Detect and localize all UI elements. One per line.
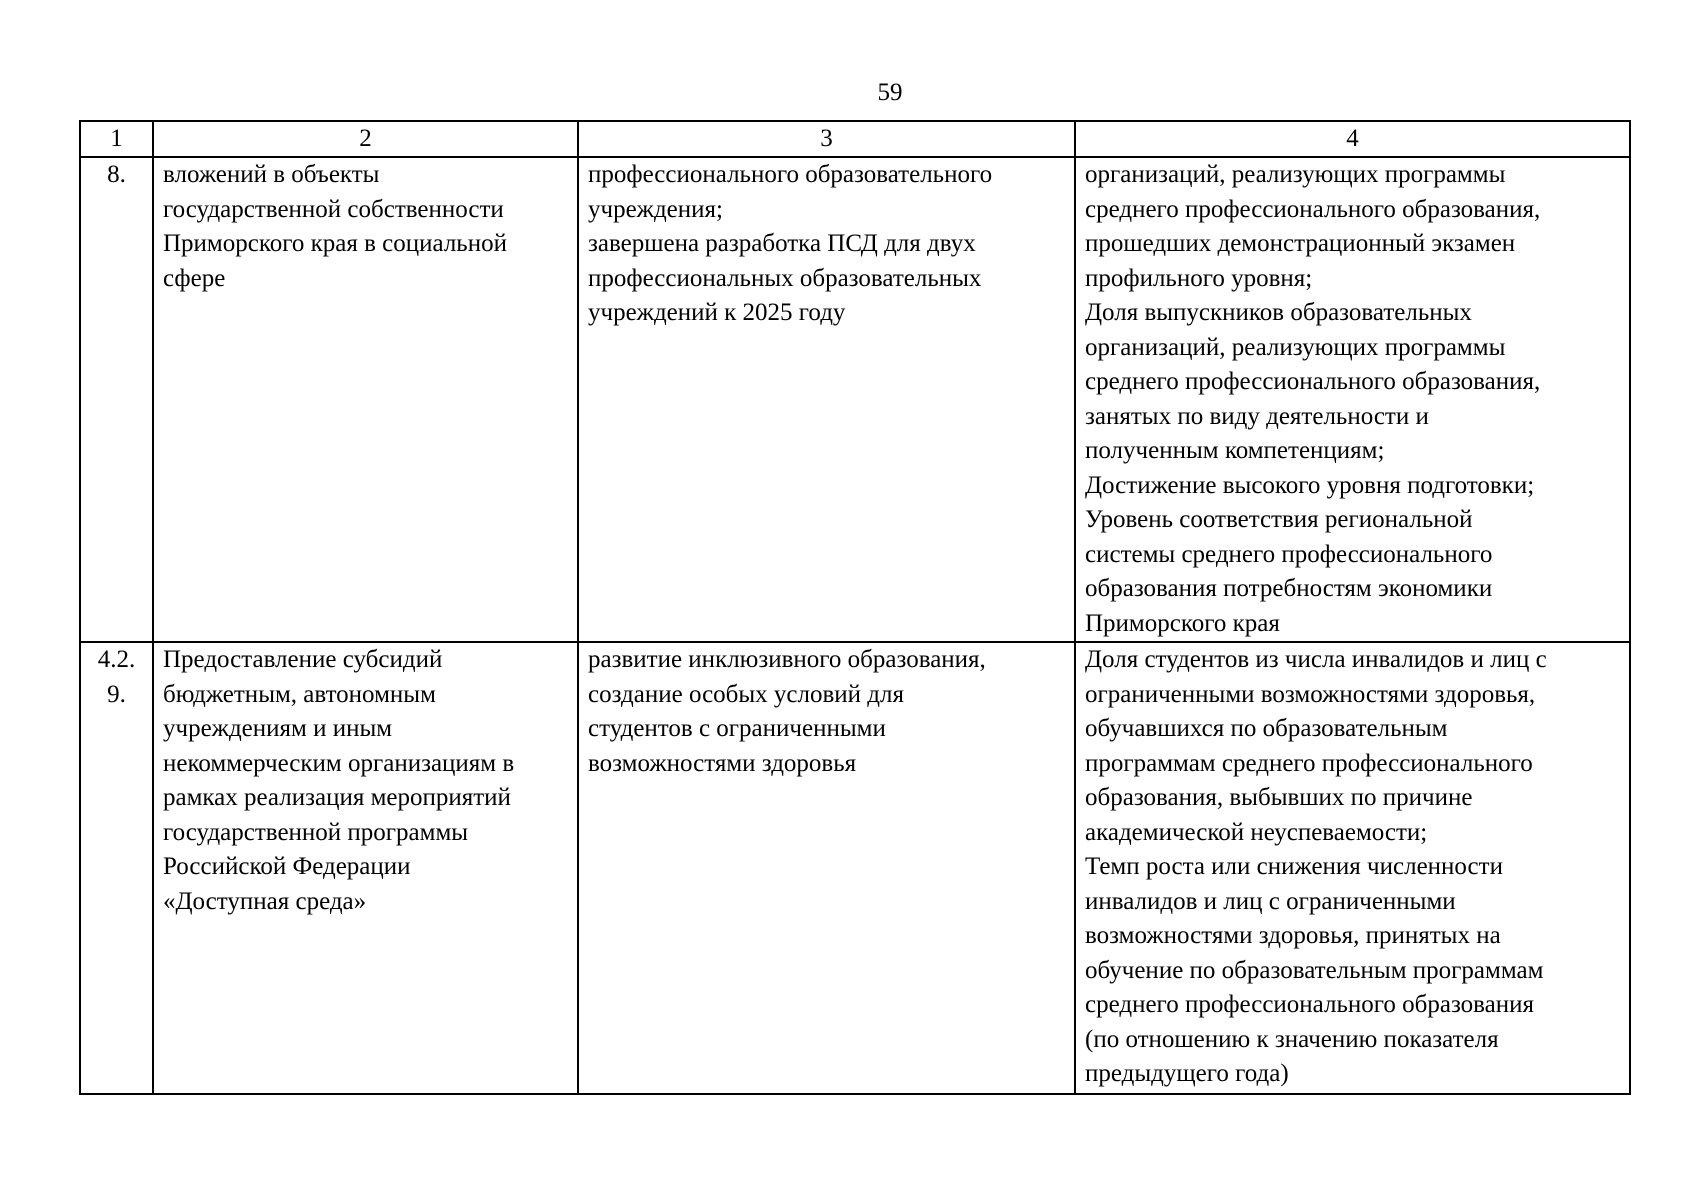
document-table: [79, 120, 1631, 1095]
cell-line: государственной программы: [163, 818, 469, 846]
cell-line: развитие инклюзивного образования,: [588, 646, 986, 673]
result-cell: [578, 157, 1075, 642]
header-col-3: 3: [578, 121, 1075, 157]
cell-line: Доля выпускников образовательных: [1085, 299, 1472, 326]
cell-line: среднего профессионального образования: [1085, 991, 1535, 1018]
cell-line: прошедших демонстрационный экзамен: [1085, 230, 1516, 257]
cell-line: Российской Федерации: [163, 853, 411, 880]
cell-line: учреждениям и иным: [163, 715, 393, 742]
cell-line: академической неуспеваемости;: [1085, 818, 1428, 846]
cell-line: «Доступная среда»: [163, 887, 367, 915]
measure-cell: [153, 642, 578, 1094]
cell-line: полученным компетенциям;: [1085, 437, 1385, 464]
row-number-cell: [80, 642, 153, 1094]
table-row: [80, 642, 1630, 1094]
cell-line: профессионального образовательного: [588, 161, 993, 188]
cell-line: 8.: [107, 161, 126, 188]
result-cell: [578, 642, 1075, 1094]
cell-line: среднего профессионального образования,: [1085, 368, 1541, 395]
cell-line: вложений в объекты: [163, 161, 380, 188]
header-col-1: 1: [80, 121, 153, 157]
cell-line: программам среднего профессионального: [1085, 749, 1533, 777]
cell-line: ограниченными возможностями здоровья,: [1085, 680, 1536, 708]
cell-line: обучавшихся по образовательным: [1085, 715, 1448, 742]
cell-line: организаций, реализующих программы: [1085, 161, 1506, 188]
cell-line: сфере: [163, 264, 226, 292]
cell-line: 9.: [107, 680, 126, 708]
cell-line: Предоставление субсидий: [163, 646, 443, 673]
row-number-cell: [80, 157, 153, 642]
cell-line: завершена разработка ПСД для двух: [588, 230, 976, 257]
cell-line: студентов с ограниченными: [588, 715, 886, 742]
cell-line: учреждений к 2025 году: [588, 299, 846, 326]
cell-line: предыдущего года): [1085, 1060, 1289, 1087]
cell-line: Приморского края: [1085, 609, 1280, 637]
cell-line: образования, выбывших по причине: [1085, 784, 1473, 811]
cell-line: Доля студентов из числа инвалидов и лиц с: [1085, 646, 1547, 673]
cell-line: организаций, реализующих программы: [1085, 333, 1506, 361]
cell-line: бюджетным, автономным: [163, 680, 436, 708]
cell-line: профильного уровня;: [1085, 264, 1313, 292]
cell-line: учреждения;: [588, 195, 723, 223]
cell-line: Темп роста или снижения численности: [1085, 853, 1503, 880]
cell-line: некоммерческим организациям в: [163, 749, 515, 777]
header-col-4: 4: [1075, 121, 1630, 157]
cell-line: занятых по виду деятельности и: [1085, 402, 1429, 430]
cell-line: государственной собственности: [163, 195, 504, 223]
cell-line: Приморского края в социальной: [163, 230, 507, 257]
cell-line: Уровень соответствия региональной: [1085, 506, 1473, 533]
cell-line: рамках реализация мероприятий: [163, 784, 511, 811]
indicator-cell: [1075, 157, 1630, 642]
cell-line: системы среднего профессионального: [1085, 540, 1493, 568]
cell-line: возможностями здоровья: [588, 749, 857, 777]
cell-line: образования потребностям экономики: [1085, 575, 1493, 602]
measure-cell: [153, 157, 578, 642]
cell-line: Достижение высокого уровня подготовки;: [1085, 471, 1535, 499]
cell-line: среднего профессионального образования,: [1085, 195, 1541, 223]
cell-line: инвалидов и лиц с ограниченными: [1085, 887, 1456, 915]
cell-line: 4.2.: [97, 646, 136, 673]
page-number: 59: [877, 79, 903, 106]
cell-line: (по отношению к значению показателя: [1085, 1025, 1499, 1053]
table-header-row: [80, 121, 1630, 157]
header-col-2: 2: [153, 121, 578, 157]
cell-line: создание особых условий для: [588, 680, 905, 708]
cell-line: профессиональных образовательных: [588, 264, 982, 292]
cell-line: обучение по образовательным программам: [1085, 956, 1544, 984]
indicator-cell: [1075, 642, 1630, 1094]
table-row: [80, 157, 1630, 642]
cell-line: возможностями здоровья, принятых на: [1085, 922, 1501, 949]
